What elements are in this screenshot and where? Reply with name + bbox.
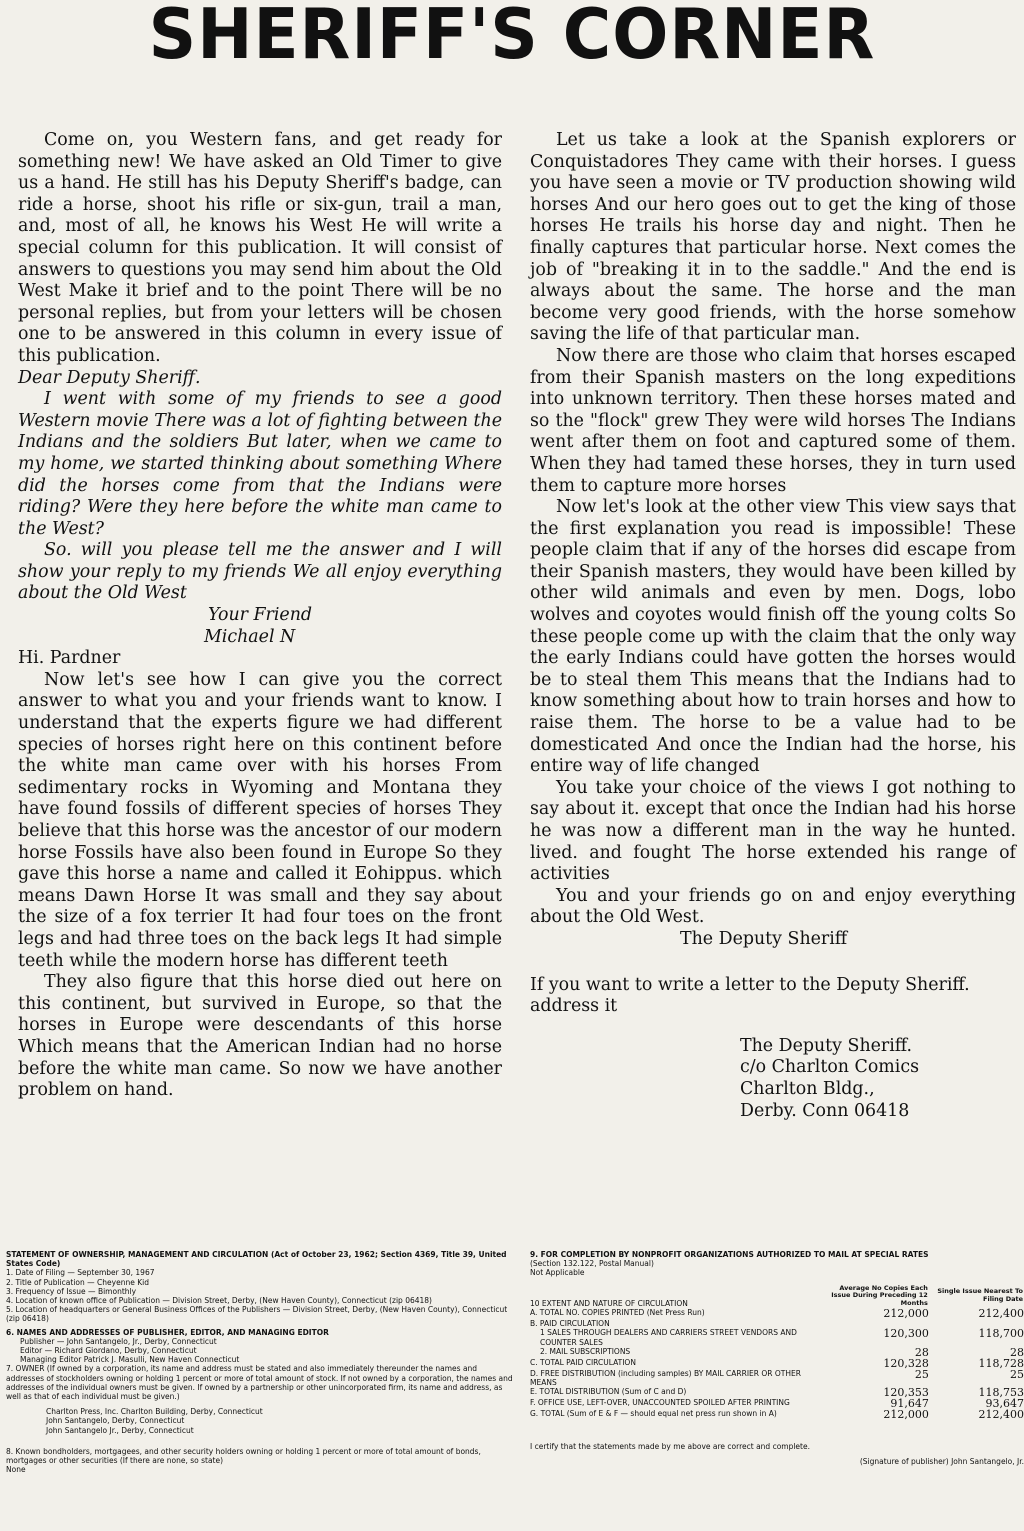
certification: I certify that the statements made by me above are correct and complete. bbox=[530, 1442, 810, 1452]
letter-paragraph: I went with some of my friends to see a good Western movie There was a lot of fighting between the Indians and the soldiers But later, when we came to my home, we started thinking about something Where did the horses come from that the Indians were riding? Were they here before the white man came to the West? bbox=[18, 389, 502, 539]
letter-name: Michael N bbox=[204, 626, 296, 647]
publisher-signature: (Signature of publisher) John Santangelo, Jr. bbox=[859, 1457, 1024, 1467]
row-single: 212,400 bbox=[978, 1307, 1024, 1321]
row-label: A. TOTAL NO. COPIES PRINTED (Net Press Run) bbox=[530, 1308, 705, 1318]
statement-item: 4. Location of known office of Publication — Division Street, Derby, (New Haven County), Connecticut (zip 06418) bbox=[6, 1296, 432, 1306]
statement-heading: STATEMENT OF OWNERSHIP, MANAGEMENT AND CIRCULATION (Act of October 23, 1962; Section 4369, Title 39, United States Code) bbox=[6, 1250, 507, 1269]
address-line: Derby. Conn 06418 bbox=[740, 1100, 910, 1121]
column-header-single: Single Issue Nearest To Filing Date bbox=[937, 1287, 1023, 1303]
table-row bbox=[530, 1347, 1024, 1358]
statement-item: 1. Date of Filing — September 30, 1967 bbox=[6, 1268, 155, 1278]
row-single: 118,728 bbox=[978, 1356, 1024, 1370]
statement-left bbox=[6, 1250, 516, 1474]
table-row bbox=[530, 1387, 1024, 1398]
statement-right bbox=[530, 1250, 1024, 1467]
mailing-address bbox=[530, 1036, 1016, 1122]
row-average: 28 bbox=[914, 1345, 929, 1359]
row-single: 118,700 bbox=[978, 1327, 1024, 1341]
statement-item: John Santangelo Jr., Derby, Connecticut bbox=[46, 1425, 194, 1435]
row-single: 212,400 bbox=[978, 1408, 1024, 1422]
circulation-table bbox=[530, 1284, 1024, 1421]
row-average: 212,000 bbox=[883, 1307, 929, 1321]
body-paragraph: Now there are those who claim that horses escaped from their Spanish masters on the long expeditions into unknown territory. Then these horses mated and so the "flock" grew They were wild horses The Indians went after them on foot and captured some of them. When they had tamed these horses, they in turn used them to capture more horses bbox=[530, 345, 1016, 496]
statement-item9: 9. FOR COMPLETION BY NONPROFIT ORGANIZATIONS AUTHORIZED TO MAIL AT SPECIAL RATES bbox=[530, 1250, 929, 1259]
row-label: C. TOTAL PAID CIRCULATION bbox=[530, 1357, 636, 1367]
page-title: SHERIFF'S CORNER bbox=[148, 0, 876, 75]
statement-item9-sub: (Section 132.122, Postal Manual) bbox=[530, 1259, 654, 1269]
table-row bbox=[530, 1398, 1024, 1409]
intro-paragraph: Come on, you Western fans, and get ready for something new! We have asked an Old Timer to give us a hand. He still has his Deputy Sheriff's badge, can ride a horse, shoot his rifle or six-gun, trail a man, and, most of all, he knows his West He will write a special column for this publication. It will consist of answers to questions you may send him about the Old West Make it brief and to the point There will be no personal replies, but from your letters will be chosen one to be answered in this column in every issue of this publication. bbox=[18, 130, 502, 366]
body-paragraph: Let us take a look at the Spanish explorers or Conquistadores They came with their horses. I guess you have seen a movie or TV production showing wild horses And our hero goes out to get the king of those horses He trails his horse day and night. Then he finally captures that particular horse. Next comes the job of "breaking it in to the saddle." And the end is always about the same. The horse and the man become very good friends, with the horse somehow saving the life of that particular man. bbox=[530, 130, 1016, 345]
row-label: 2. MAIL SUBSCRIPTIONS bbox=[540, 1346, 631, 1356]
body-paragraph: You take your choice of the views I got nothing to say about it. except that once the Indian had his horse he was now a different man in the way he hunted. lived. and fought The horse extended his range of activities bbox=[530, 777, 1016, 885]
statement-item: None bbox=[6, 1465, 26, 1475]
row-label: 1 SALES THROUGH DEALERS AND CARRIERS STREET VENDORS AND COUNTER SALES bbox=[540, 1328, 797, 1347]
table-row bbox=[530, 1358, 1024, 1369]
row-average: 120,300 bbox=[883, 1327, 929, 1341]
row-average: 120,353 bbox=[883, 1386, 929, 1400]
row-label: B. PAID CIRCULATION bbox=[530, 1319, 610, 1329]
row-average: 120,328 bbox=[883, 1356, 929, 1370]
statement-item: 5. Location of headquarters or General Business Offices of the Publishers — Division Street, Derby, (New Haven County), Connecticut (zip 06418) bbox=[6, 1305, 508, 1324]
row-average: 91,647 bbox=[890, 1397, 929, 1411]
row-label: F. OFFICE USE, LEFT-OVER, UNACCOUNTED SPOILED AFTER PRINTING bbox=[530, 1398, 790, 1408]
letter-closing: Your Friend bbox=[208, 605, 313, 626]
ownership-statement bbox=[0, 1236, 1024, 1531]
row-single: 25 bbox=[1010, 1367, 1024, 1381]
statement-item: Editor — Richard Giordano, Derby, Connecticut bbox=[20, 1346, 197, 1356]
statement-item: 3. Frequency of Issue — Bimonthly bbox=[6, 1286, 137, 1296]
table-row bbox=[530, 1328, 1024, 1346]
row-single: 28 bbox=[1010, 1345, 1024, 1359]
statement-item: Charlton Press, Inc. Charlton Building, Derby, Connecticut bbox=[46, 1407, 263, 1417]
table-row bbox=[530, 1409, 1024, 1420]
reply-paragraph: Now let's see how I can give you the correct answer to what you and your friends want to know. I understand that the experts figure we had different species of horses right here on this continent before the white man came over with his horses From sedimentary rocks in Wyoming and Montana they have found fossils of different species of horses They believe that this horse was the ancestor of our modern horse Fossils have also been found in Europe So they gave this horse a name and called it Eohippus. which means Dawn Horse It was small and they say about the size of a fox terrier It had four toes on the front legs and had three toes on the back legs It had simple teeth while the modern horse has different teeth bbox=[18, 669, 502, 971]
body-paragraph: Now let's look at the other view This view says that the first explanation you read is impossible! These people claim that if any of the horses did escape from their Spanish masters, they would have been killed by other wild animals and even by men. Dogs, lobo wolves and coyotes would finish off the young colts So these people come up with the claim that the only way the early Indians could have gotten the horses would be to steal them This means that the Indians had to know something about how to train horses and how to raise them. The horse to be a value had to be domesticated And once the Indian had the horse, his entire way of life changed bbox=[530, 497, 1016, 777]
row-label: D. FREE DISTRIBUTION (including samples) BY MAIL CARRIER OR OTHER MEANS bbox=[530, 1368, 801, 1387]
write-prompt: If you want to write a letter to the Deputy Sheriff. address it bbox=[530, 974, 970, 1017]
address-line: Charlton Bldg., bbox=[740, 1078, 875, 1099]
left-column bbox=[18, 130, 502, 1102]
row-average: 25 bbox=[914, 1367, 929, 1381]
statement-item: 7. OWNER (If owned by a corporation, its name and address must be stated and also immediately thereunder the names and addresses of stockholders owning or holding 1 percent or more of total amount of stock. If not owned by a corporation, the names and addresses of the individual owners must be given. If owned by a partnership or other unincorporated firm, its name and address, as well as that of each individual must be given.) bbox=[6, 1364, 513, 1402]
row-label: E. TOTAL DISTRIBUTION (Sum of C and D) bbox=[530, 1387, 687, 1397]
body-paragraph: You and your friends go on and enjoy everything about the Old West. bbox=[530, 885, 1016, 928]
statement-item: Publisher — John Santangelo, Jr., Derby, Connecticut bbox=[20, 1336, 217, 1346]
statement-item: 6. NAMES AND ADDRESSES OF PUBLISHER, EDITOR, AND MANAGING EDITOR bbox=[6, 1327, 329, 1337]
row-single: 118,753 bbox=[978, 1386, 1024, 1400]
row-average: 212,000 bbox=[883, 1408, 929, 1422]
reply-signature: The Deputy Sheriff bbox=[680, 928, 848, 949]
reply-paragraph: They also figure that this horse died out here on this continent, but survived in Europe, so that the horses in Europe were descendants of this horse Which means that the American Indian had no horse before the white man came. So now we have another problem on hand. bbox=[18, 972, 502, 1101]
statement-item: 8. Known bondholders, mortgagees, and other security holders owning or holding 1 percent or more of total amount of bonds, mortgages or other securities (If there are none, so state) bbox=[6, 1446, 481, 1466]
statement-item: Managing Editor Patrick J. Masulli, New Haven Connecticut bbox=[20, 1355, 240, 1365]
table-row bbox=[530, 1308, 1024, 1319]
table-row bbox=[530, 1319, 1024, 1328]
column-header-average: Average No Copies Each Issue During Preceding 12 Months bbox=[831, 1283, 928, 1307]
address-line: c/o Charlton Comics bbox=[740, 1057, 920, 1078]
row-single: 93,647 bbox=[985, 1397, 1024, 1411]
letter-salutation: Dear Deputy Sheriff. bbox=[18, 367, 201, 388]
statement-item: John Santangelo, Derby, Connecticut bbox=[46, 1416, 185, 1426]
statement-item9-value: Not Applicable bbox=[530, 1268, 585, 1278]
row-label: G. TOTAL (Sum of E & F — should equal net press run shown in A) bbox=[530, 1409, 777, 1419]
right-column bbox=[530, 130, 1016, 1122]
table-row bbox=[530, 1369, 1024, 1387]
reply-greeting: Hi. Pardner bbox=[18, 648, 121, 669]
item10-heading: 10 EXTENT AND NATURE OF CIRCULATION bbox=[530, 1298, 688, 1308]
address-line: The Deputy Sheriff. bbox=[740, 1035, 913, 1056]
statement-item: 2. Title of Publication — Cheyenne Kid bbox=[6, 1277, 149, 1287]
letter-paragraph: So. will you please tell me the answer and I will show your reply to my friends We all enjoy everything about the Old West bbox=[18, 540, 502, 604]
